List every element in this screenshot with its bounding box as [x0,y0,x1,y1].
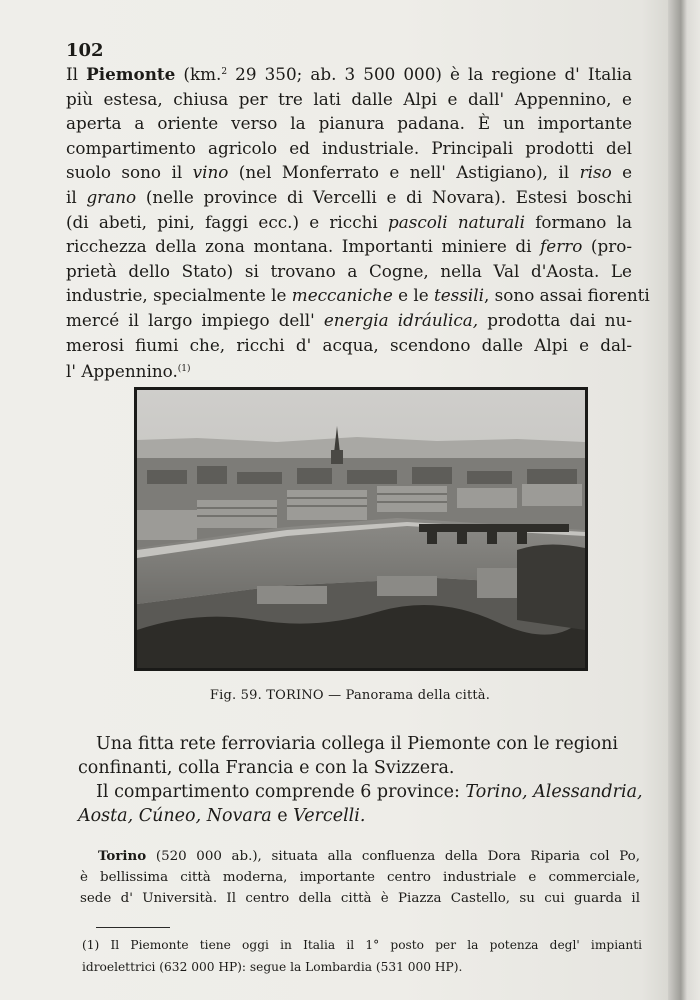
text-line: suolo sono il vino (nel Monferrato e nell' Astigiano), il riso e [66,162,633,183]
text-line: Una fitta rete ferroviaria collega il Piemonte con le regioni [96,734,618,754]
text-line: Torino (520 000 ab.), situata alla confluenza della Dora Riparia col Po, [98,848,640,864]
text-line: (di abeti, pini, faggi ecc.) e ricchi pascoli naturali formano la [66,211,632,232]
paragraph-railways [78,732,643,828]
text-line: Il Piemonte (km.$^2$ 29 350; ab. 3 500 000) è la regione d' Italia [66,64,632,84]
text-line: prietà dello Stato) si trovano a Cogne, nella Val d'Aosta. Le [66,260,632,281]
text-line: merosi fiumi che, ricchi d' acqua, scendono dalle Alpi e dal- [66,334,632,355]
footnote [82,934,642,978]
text-line: industrie, specialmente le meccaniche e le tessili, sono assai fiorenti [66,285,650,306]
text-line: l' Appennino.$^{(1)}$ [66,361,191,382]
turin-panorama-photo [134,387,588,671]
book-gutter [668,0,700,1000]
footnote-line: idroelettrici (632 000 HP): segue la Lombardia (531 000 HP). [82,960,463,974]
text-line: è bellissima città moderna, importante centro industriale e commerciale, [80,870,640,885]
paragraph-piemonte [66,60,650,384]
figure-caption: Fig. 59. TORINO — Panorama della città. [209,688,491,703]
text-line: ricchezza della zona montana. Importanti miniere di ferro (pro- [66,236,633,257]
footnote-line: (1) Il Piemonte tiene oggi in Italia il 1° posto per la potenza degl' impianti [82,938,642,952]
paragraph-torino [80,846,640,909]
text-line: il grano (nelle province di Vercelli e di Novara). Estesi boschi [66,186,632,207]
text-line: Il compartimento comprende 6 province: Torino, Alessandria, [96,782,643,802]
footnote-divider [96,927,170,928]
text-line: sede d' Università. Il centro della città è Piazza Castello, su cui guarda il [80,891,640,906]
text-line: Aosta, Cúneo, Novara e Vercelli. [78,806,366,826]
text-line: confinanti, colla Francia e con la Svizzera. [78,758,455,778]
page-number: 102 [66,40,104,61]
text-line: aperta a oriente verso la pianura padana. È un importante [66,113,632,134]
text-line: mercé il largo impiego dell' energia idráulica, prodotta dai nu- [66,309,632,330]
footnote-ref: (1) [177,364,191,375]
text-line: compartimento agricolo ed industriale. Principali prodotti del [66,137,632,158]
text-line: più estesa, chiusa per tre lati dalle Alpi e dall' Appennino, e [66,88,632,109]
